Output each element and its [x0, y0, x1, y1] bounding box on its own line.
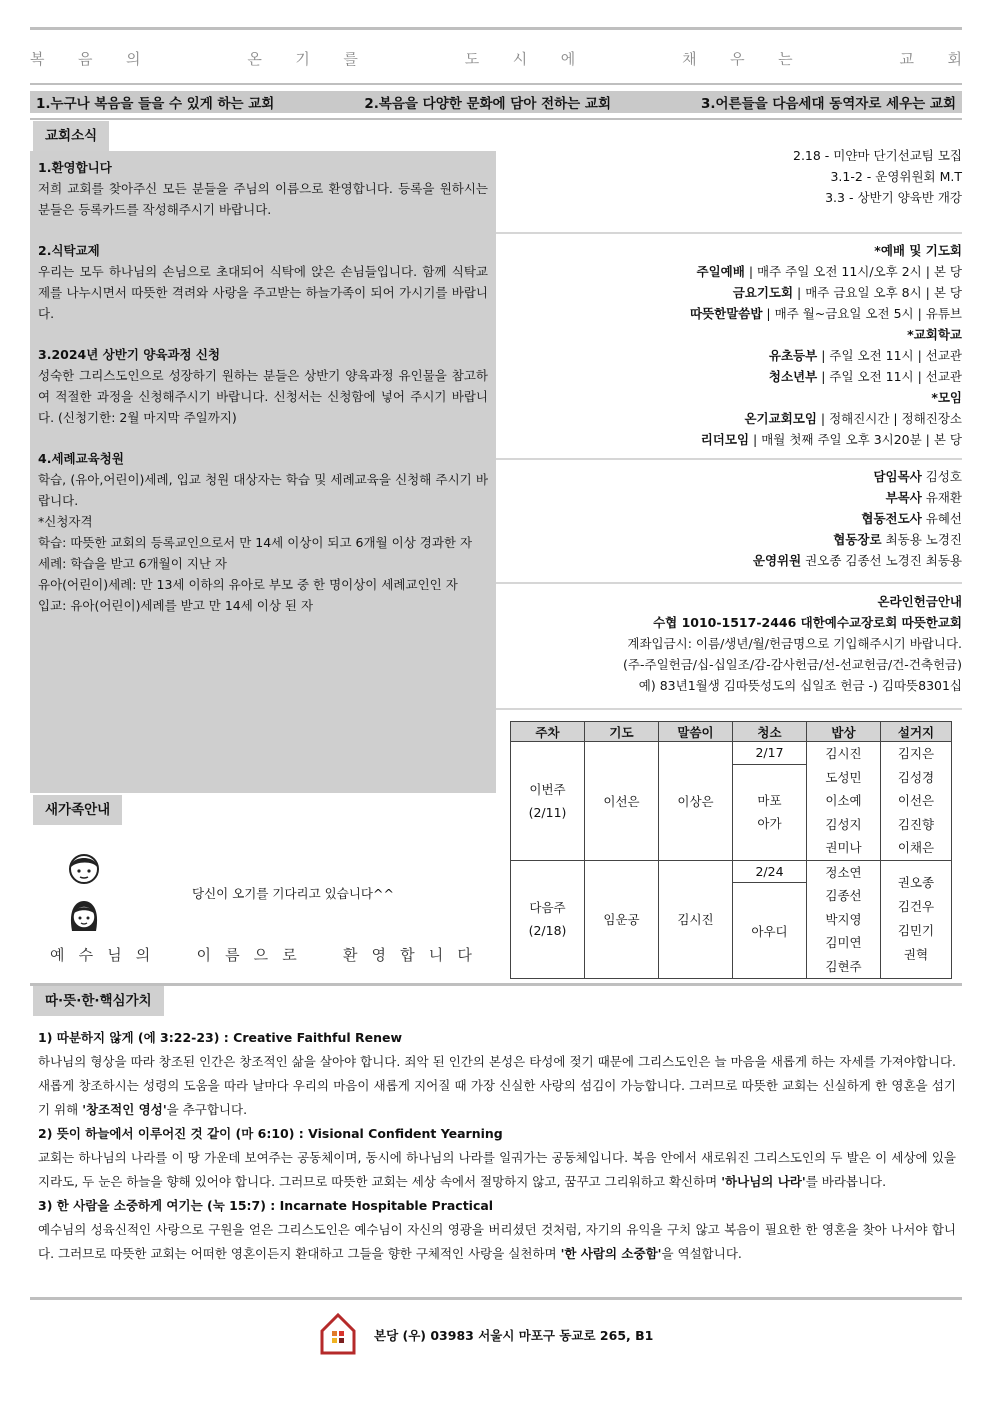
word-cell: 이상은 [659, 742, 733, 861]
core-title: 2) 뜻이 하늘에서 이루어진 것 같이 (마 6:10) : Visional Confident Yearning [38, 1126, 503, 1141]
staff-row: 협동장로 최동용 노경진 [833, 532, 962, 547]
boy-icon [67, 850, 101, 886]
col-header: 설거지 [881, 722, 952, 742]
schedule-item: 2.18 - 미얀마 단기선교팀 모집 [793, 148, 962, 163]
meeting-heading: *모임 [931, 390, 962, 405]
meeting-row: 온기교회모임 | 정해진시간 | 정해진장소 [744, 411, 962, 426]
core-tag: 따·뜻·한·핵심가치 [33, 986, 164, 1016]
schedule [500, 145, 962, 208]
offering-line: 계좌입금시: 이름/생년/월/헌금명으로 기입해주시기 바랍니다. [627, 636, 962, 651]
section-divider [496, 582, 962, 584]
slogan-char: 우 [730, 49, 745, 68]
section-divider [496, 232, 962, 234]
vision-item: 2.복음을 다양한 문화에 담아 전하는 교회 [364, 96, 611, 112]
worship-row: 금요기도회 | 매주 금요일 오후 8시 | 본 당 [732, 285, 962, 300]
core-body: 예수님의 성육신적인 사랑으로 구원을 얻은 그리스도인은 예수님이 자신의 영광을 버리셨던 것처럼, 자기의 유익을 구치 않고 복음이 필요한 한 영혼을 찾아 나서야 합니다. 그러므로 따뜻한 교회는 어떠한 영혼이든지 환대하고 그들을 향한 구체적인 사랑을 실천하며 '한 사람의 소중함'을 역설합니다. [38, 1222, 956, 1261]
staff-row: 협동전도사 유혜선 [861, 511, 962, 526]
news-item [38, 344, 488, 428]
table-row [511, 742, 952, 765]
news-title: 3.2024년 상반기 양육과정 신청 [38, 347, 221, 362]
news-body: 학습, (유아,어린이)세례, 입교 청원 대상자는 학습 및 세례교육을 신청해 주시기 바랍니다. [38, 472, 488, 508]
clean-date-cell: 2/17 [733, 742, 807, 765]
school-row: 청소년부 | 주일 오전 11시 | 선교관 [768, 369, 962, 384]
prayer-cell: 이선은 [585, 742, 659, 861]
core-body: 하나님의 형상을 따라 창조된 인간은 창조적인 삶을 살아야 합니다. 죄악 된 인간의 본성은 타성에 젖기 때문에 그리스도인은 늘 마음을 새롭게 하는 자세를 가져야합니다. 새롭게 창조하시는 성령의 도움을 따라 날마다 우리의 마음이 새롭게 지어질 때 가장 신실한 사랑의 섬김이 가능합니다. 그러므로 따뜻한 교회는 신실하게 한 영혼을 섬기기 위해 '창조적인 영성'을 추구합니다. [38, 1054, 956, 1117]
worship-row: 주일예배 | 매주 주일 오전 11시/오후 2시 | 본 당 [696, 264, 962, 279]
newfamily-tag: 새가족안내 [33, 795, 122, 825]
week-cell: 다음주 (2/18) [511, 860, 585, 979]
bottom-rule [30, 1297, 962, 1300]
section-divider [496, 458, 962, 460]
slogan-rule [30, 83, 962, 85]
prayer-cell: 임운공 [585, 860, 659, 979]
slogan-char: 도 [464, 49, 480, 68]
dish-cell: 권오종 김건우 김민기 권혁 [881, 860, 952, 979]
church-logo-icon [318, 1311, 358, 1355]
slogan-char: 교 [899, 49, 914, 68]
staff-row: 부목사 유재환 [885, 490, 962, 505]
news-body: 세례: 학습을 받고 6개월이 지난 자 [38, 556, 228, 571]
core-values [38, 1026, 956, 1266]
news-item [38, 157, 488, 220]
slogan-char: 의 [125, 49, 141, 68]
clean-date-cell: 2/24 [733, 860, 807, 883]
word-cell: 김시진 [659, 860, 733, 979]
news-body: 성숙한 그리스도인으로 성장하기 원하는 분들은 상반기 양육과정 유인물을 참고하여 적절한 과정을 신청해주시기 바랍니다. 신청서는 신청함에 넣어 주시기 바랍니다. (신청기한: 2월 마지막 주일까지) [38, 368, 488, 425]
meal-cell: 정소연 김종선 박지영 김미연 김현주 [807, 860, 881, 979]
worship-heading: *예배 및 기도회 [874, 243, 962, 258]
worship-row: 따뜻한말씀밥 | 매주 월~금요일 오전 5시 | 유튜브 [689, 306, 962, 321]
vision-item: 1.누구나 복음을 들을 수 있게 하는 교회 [36, 96, 275, 112]
section-divider [496, 708, 962, 710]
news-item [38, 240, 488, 324]
slogan-char: 는 [778, 49, 793, 68]
offering-account: 수협 1010-1517-2446 대한예수교장로회 따뜻한교회 [653, 615, 962, 630]
news-title: 2.식탁교제 [38, 243, 100, 258]
core-body: 교회는 하나님의 나라를 이 땅 가운데 보여주는 공동체이며, 동시에 하나님의 나라를 일궈가는 공동체입니다. 복음 안에서 새로워진 그리스도인의 두 발은 이 세상에 있을 지라도, 두 눈은 하늘을 향해 있어야 합니다. 그러므로 따뜻한 교회는 세상 속에서 절망하지 않고, 꿈꾸고 그리워하고 확신하며 '하나님의 나라'를 바라봅니다. [38, 1150, 956, 1189]
clean-cell: 아우디 [733, 883, 807, 979]
slogan-char: 에 [560, 49, 576, 68]
news-item [38, 448, 488, 616]
duty-table [510, 721, 952, 979]
vision-bar [30, 91, 962, 113]
slogan-char: 채 [682, 49, 697, 68]
news-body: 우리는 모두 하나님의 손님으로 초대되어 식탁에 앉은 손님들입니다. 함께 식탁교제를 나누시면서 따뜻한 격려와 사랑을 주고받는 하늘가족이 되어 가시기를 바랍니다. [38, 264, 488, 321]
slogan-char: 회 [947, 49, 962, 68]
col-header: 밥상 [807, 722, 881, 742]
slogan-char: 음 [77, 49, 93, 68]
vision-item: 3.어른들을 다음세대 동역자로 세우는 교회 [700, 96, 956, 112]
news-box [30, 151, 496, 793]
news-body: 학습: 따뜻한 교회의 등록교인으로서 만 14세 이상이 되고 6개월 이상 경과한 자 [38, 535, 473, 550]
slogan-char: 기 [295, 49, 310, 68]
core-title: 3) 한 사람을 소중하게 여기는 (눅 15:7) : Incarnate Hospitable Practical [38, 1198, 494, 1213]
staff-row: 담임목사 김성호 [873, 469, 962, 484]
news-tag: 교회소식 [33, 121, 109, 151]
schedule-item: 3.1-2 - 운영위원회 M.T [830, 169, 962, 184]
table-header-row [511, 722, 952, 742]
col-header: 주차 [511, 722, 585, 742]
table-row [511, 860, 952, 883]
col-header: 기도 [585, 722, 659, 742]
top-rule [30, 27, 962, 30]
meeting-row: 리더모임 | 매월 첫째 주일 오후 3시20분 | 본 당 [700, 432, 962, 447]
offering-line: 예) 83년1월생 김따뜻성도의 십일조 헌금 -) 김따뜻8301십 [638, 678, 962, 693]
waiting-message: 당신이 오기를 기다리고 있습니다^^ [192, 886, 394, 901]
address: 본당 (우) 03983 서울시 마포구 동교로 265, B1 [374, 1328, 654, 1343]
schedule-item: 3.3 - 상반기 양육반 개강 [825, 190, 962, 205]
school-row: 유초등부 | 주일 오전 11시 | 선교관 [768, 348, 962, 363]
worship-info [500, 240, 962, 450]
news-body: 유아(어린이)세례: 만 13세 이하의 유아로 부모 중 한 명이상이 세례교인인 자 [38, 577, 458, 592]
girl-icon [66, 897, 102, 935]
dish-cell: 김지은 김성경 이선은 김진향 이채은 [881, 742, 952, 861]
staff-row: 운영위원 권오종 김종선 노경진 최동용 [752, 553, 962, 568]
offering-line: (주-주일헌금/십-십일조/감-감사헌금/선-선교헌금/건-건축헌금) [623, 657, 962, 672]
news-body: 입교: 유아(어린이)세례를 받고 만 14세 이상 된 자 [38, 598, 314, 613]
slogan-char: 를 [343, 49, 358, 68]
news-body: 저희 교회를 찾아주신 모든 분들을 주님의 이름으로 환영합니다. 등록을 원하시는 분들은 등록카드를 작성해주시기 바랍니다. [38, 181, 488, 217]
staff-list [500, 466, 962, 571]
news-title: 1.환영합니다 [38, 160, 112, 175]
slogan-char: 온 [247, 49, 262, 68]
welcome-line: 예 수 님 의 이 름 으 로 환 영 합 니 다 [50, 946, 472, 964]
meal-cell: 김시진 도성민 이소예 김성지 권미나 [807, 742, 881, 861]
school-heading: *교회학교 [907, 327, 962, 342]
col-header: 청소 [733, 722, 807, 742]
slogan [30, 36, 962, 80]
core-rule [30, 983, 962, 986]
col-header: 말씀이 [659, 722, 733, 742]
offering-title: 온라인헌금안내 [877, 594, 962, 609]
slogan-char: 복 [30, 49, 45, 68]
clean-cell: 마포 아가 [733, 764, 807, 860]
news-body: *신청자격 [38, 514, 93, 529]
week-cell: 이번주 (2/11) [511, 742, 585, 861]
vision-rule [30, 118, 962, 120]
offering-info [500, 591, 962, 696]
slogan-char: 시 [512, 49, 528, 68]
core-title: 1) 따분하지 않게 (에 3:22-23) : Creative Faithful Renew [38, 1030, 403, 1045]
news-title: 4.세례교육청원 [38, 451, 124, 466]
